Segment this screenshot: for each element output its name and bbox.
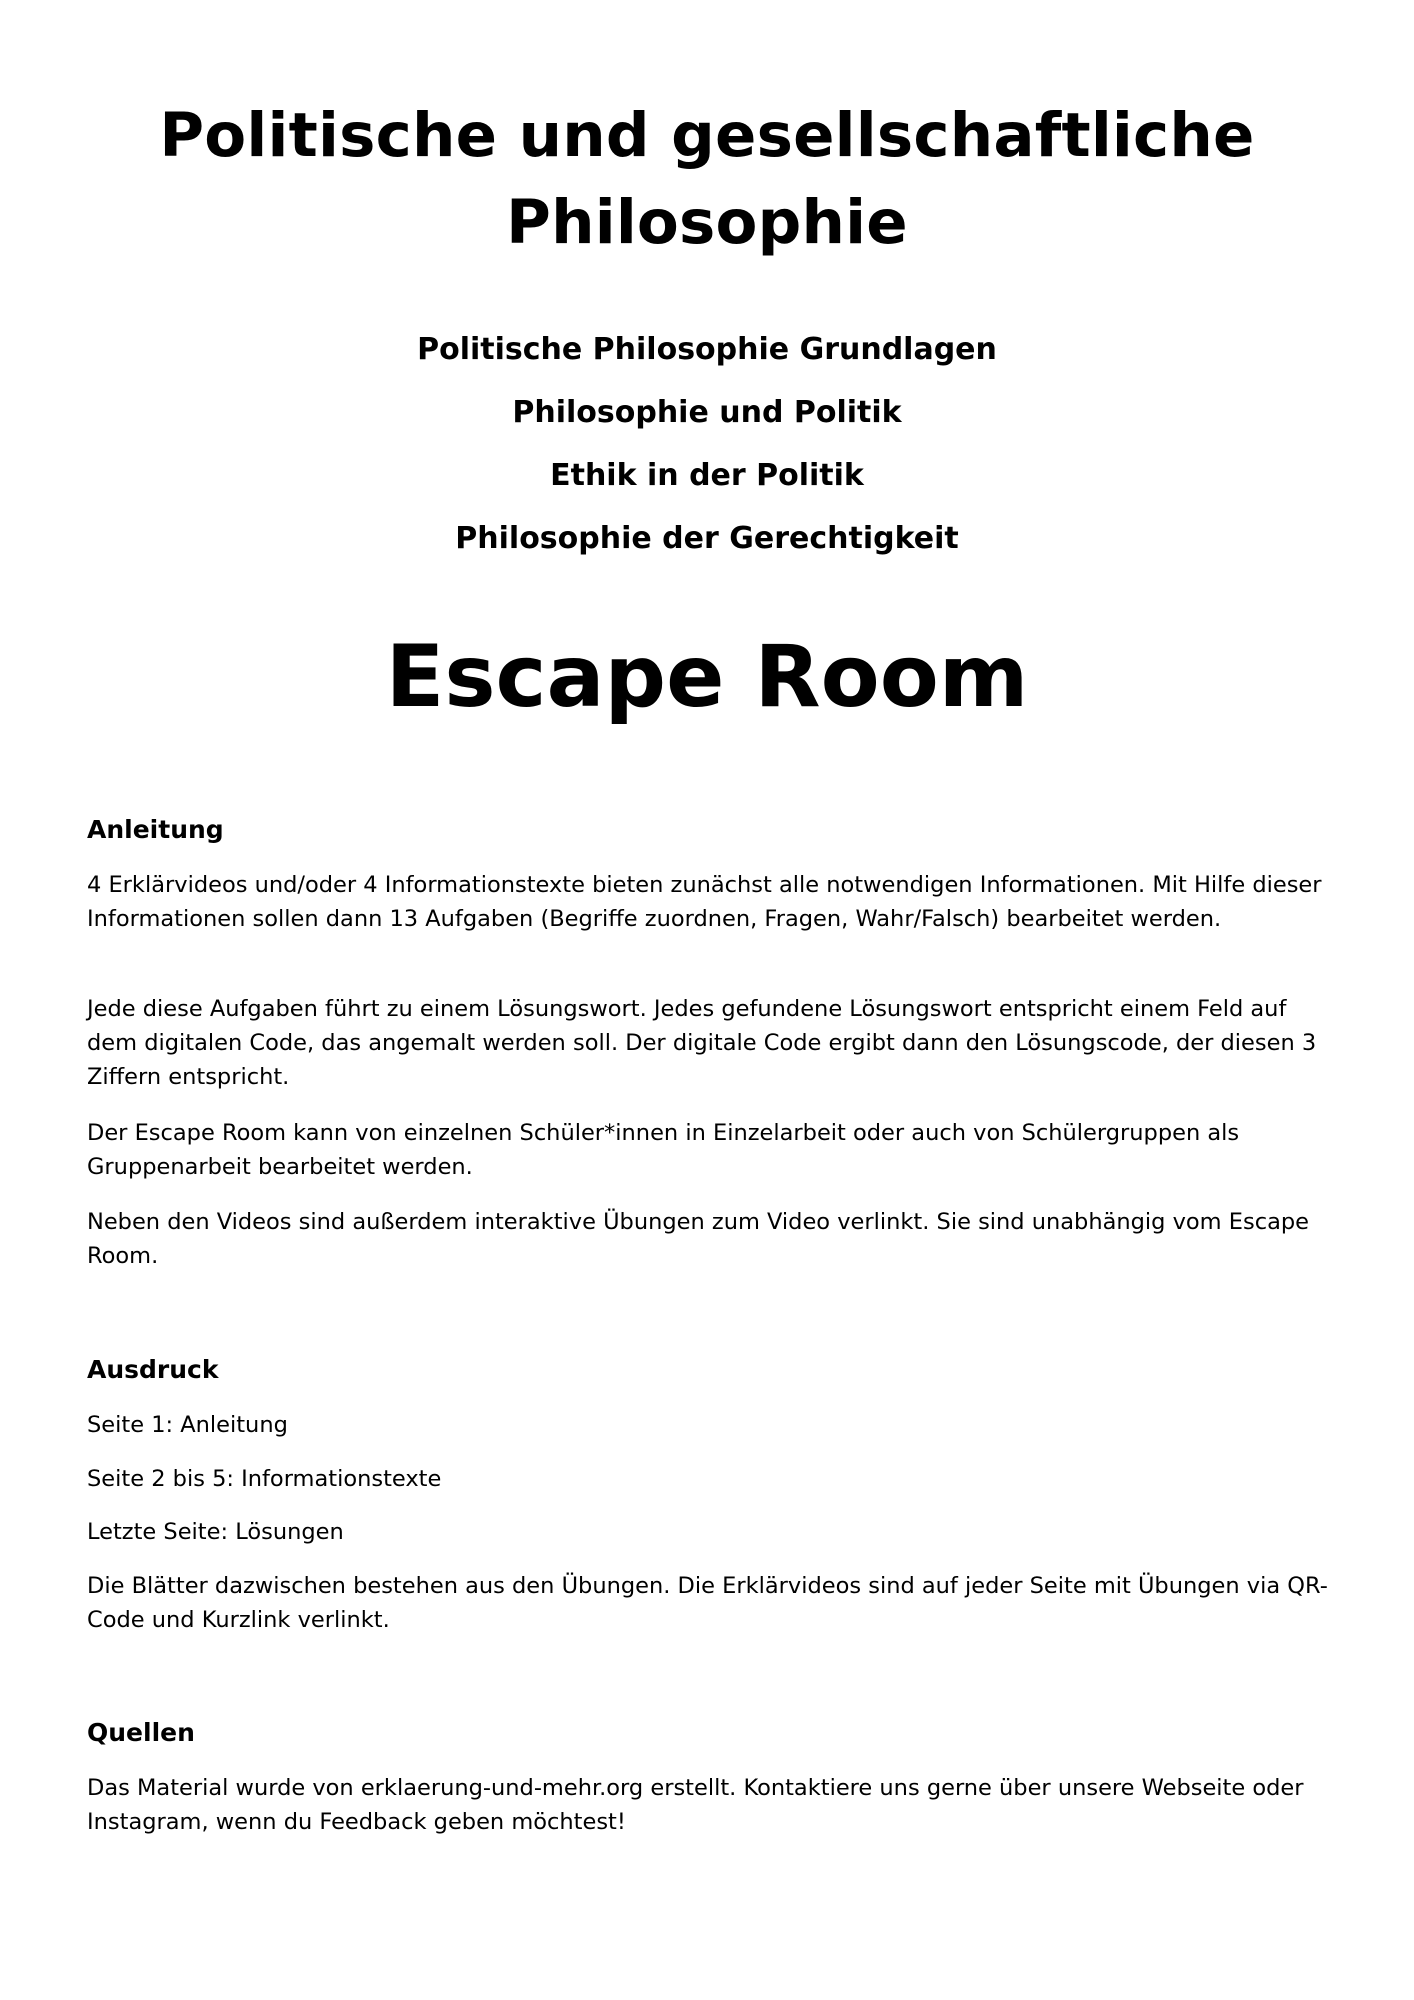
section-heading-ausdruck: Ausdruck [87, 1355, 219, 1384]
anleitung-paragraph-4: Neben den Videos sind außerdem interaktive Übungen zum Video verlinkt. Sie sind unabhängig vom Escape Room. [87, 1209, 1309, 1269]
document-title [0, 92, 1414, 266]
topic-philosophie-und-politik: Philosophie und Politik [512, 395, 902, 430]
anleitung-paragraph-2: Jede diese Aufgaben führt zu einem Lösungswort. Jedes gefundene Lösungswort entspricht einem Feld auf dem digitalen Code, das angemalt werden soll. Der digitale Code ergibt dann den Lösungscode, der diesen 3 Ziffern entspricht. [87, 996, 1317, 1090]
topic-list [0, 330, 1414, 582]
topic-gerechtigkeit: Philosophie der Gerechtigkeit [455, 521, 959, 556]
document-title-line-2: Philosophie [506, 187, 908, 258]
anleitung-paragraph-1: 4 Erklärvideos und/oder 4 Informationstexte bieten zunächst alle notwendigen Informationen. Mit Hilfe dieser Informationen sollen dann 13 Aufgaben (Begriffe zuordnen, Fragen, Wahr/Falsch) bearbeitet werden. [87, 872, 1322, 932]
quellen-paragraph: Das Material wurde von erklaerung-und-mehr.org erstellt. Kontaktiere uns gerne über unsere Webseite oder Instagram, wenn du Feedback geben möchtest! [87, 1775, 1304, 1835]
anleitung-paragraph-3: Der Escape Room kann von einzelnen Schüler*innen in Einzelarbeit oder auch von Schülergruppen als Gruppenarbeit bearbeitet werden. [87, 1120, 1240, 1180]
section-heading-anleitung: Anleitung [87, 815, 224, 844]
ausdruck-line-1: Seite 1: Anleitung [87, 1412, 288, 1438]
document-title-line-1: Politische und gesellschaftliche [159, 100, 1255, 171]
topic-ethik: Ethik in der Politik [550, 458, 864, 493]
ausdruck-paragraph: Die Blätter dazwischen bestehen aus den Übungen. Die Erklärvideos sind auf jeder Seite mit Übungen via QR-Code und Kurzlink verlinkt. [87, 1573, 1328, 1633]
escape-room-title: Escape Room [385, 627, 1029, 727]
topic-grundlagen: Politische Philosophie Grundlagen [417, 332, 997, 367]
ausdruck-line-3: Letzte Seite: Lösungen [87, 1519, 344, 1545]
section-heading-quellen: Quellen [87, 1718, 195, 1747]
ausdruck-line-2: Seite 2 bis 5: Informationstexte [87, 1466, 442, 1492]
